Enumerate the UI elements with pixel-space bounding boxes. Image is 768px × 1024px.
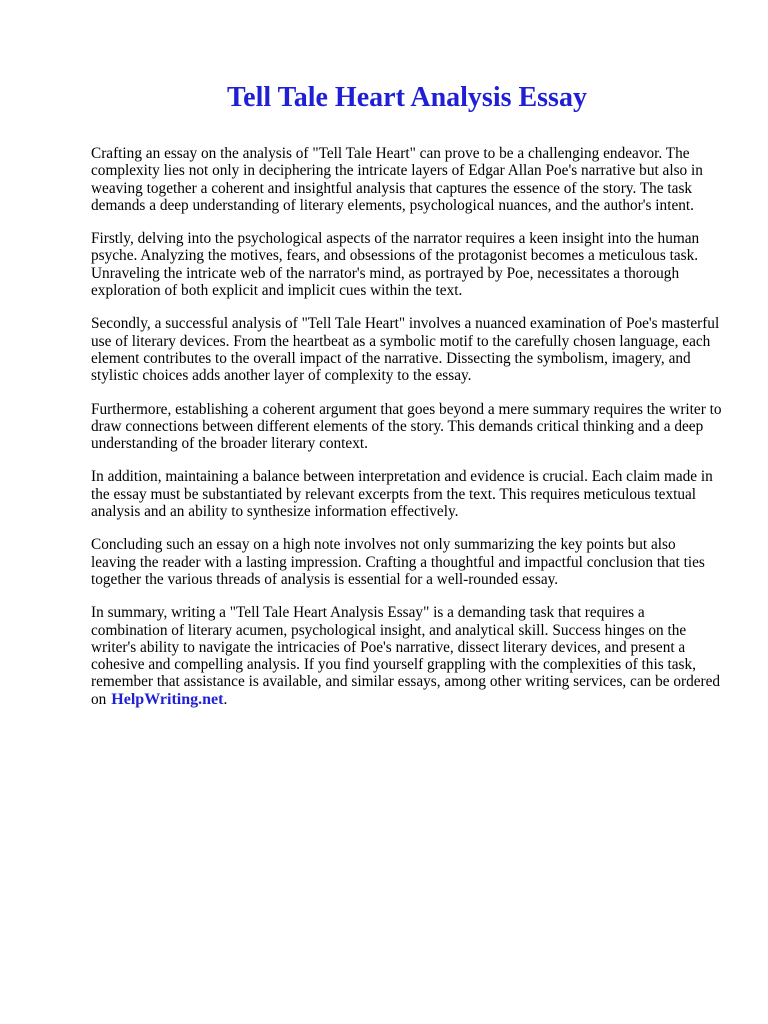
essay-body [91, 145, 724, 708]
helpwriting-link[interactable]: HelpWriting.net [111, 690, 224, 708]
paragraph-evidence: In addition, maintaining a balance between interpretation and evidence is crucial. Each claim made in the essay must be substantiated by relevant excerpts from the text. This requires meticulous textual analysis and an ability to synthesize information effectively. [91, 468, 713, 521]
paragraph-intro: Crafting an essay on the analysis of "Tell Tale Heart" can prove to be a challenging endeavor. The complexity lies not only in deciphering the intricate layers of Edgar Allan Poe's narrative but also in weaving together a coherent and insightful analysis that captures the essence of the story. The task demands a deep understanding of literary elements, psychological nuances, and the author's intent. [91, 145, 703, 214]
page-title: Tell Tale Heart Analysis Essay [227, 82, 587, 113]
paragraph-psychological: Firstly, delving into the psychological aspects of the narrator requires a keen insight into the human psyche. Analyzing the motives, fears, and obsessions of the protagonist becomes a meticulous task. Unraveling the intricate web of the narrator's mind, as portrayed by Poe, necessitates a thorough exploration of both explicit and implicit cues within the text. [91, 230, 700, 300]
paragraph-summary [91, 604, 724, 708]
paragraph-conclusion: Concluding such an essay on a high note involves not only summarizing the key points but also leaving the reader with a lasting impression. Crafting a thoughtful and impactful conclusion that ties together the various threads of analysis is essential for a well-rounded essay. [91, 536, 705, 588]
paragraph-literary-devices: Secondly, a successful analysis of "Tell Tale Heart" involves a nuanced examination of Poe's masterful use of literary devices. From the heartbeat as a symbolic motif to the carefully chosen language, each element contributes to the overall impact of the narrative. Dissecting the symbolism, imagery, and stylistic choices adds another layer of complexity to the essay. [91, 315, 720, 385]
summary-text: In summary, writing a "Tell Tale Heart Analysis Essay" is a demanding task that requires a combination of literary acumen, psychological insight, and analytical skill. Success hinges on the writer's ability to navigate the intricacies of Poe's narrative, dissect literary devices, and present a cohesive and compelling analysis. If you find yourself grappling with the complexities of this task, remember that assistance is available, and similar essays, among other writing services, can be ordered on [91, 604, 721, 708]
summary-suffix: . [223, 690, 228, 708]
paragraph-argument: Furthermore, establishing a coherent argument that goes beyond a mere summary requires the writer to draw connections between different elements of the story. This demands critical thinking and a deep understanding of the broader literary context. [91, 400, 722, 453]
